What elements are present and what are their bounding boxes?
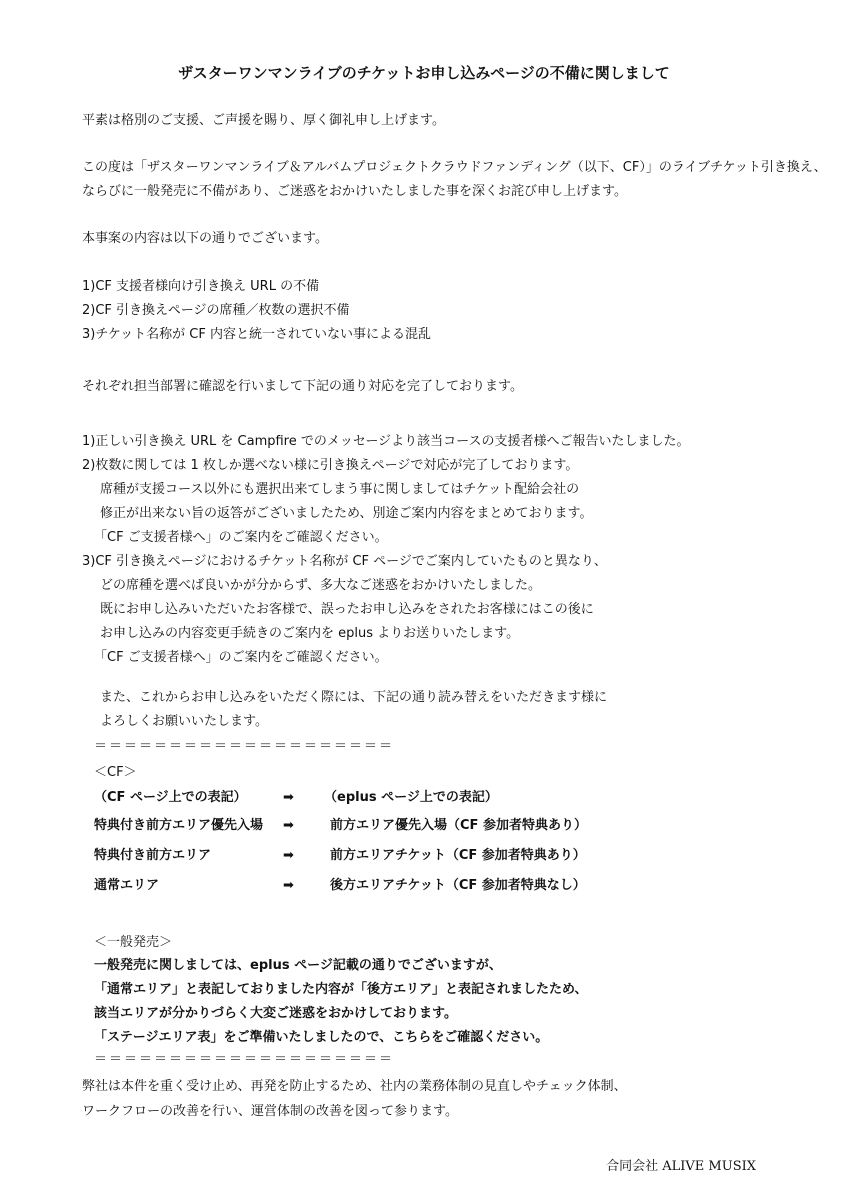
issues-heading: 本事案の内容は以下の通りでございます。 [82, 231, 328, 246]
general-line-3: 該当エリアが分かりづらく大変ご迷惑をおかけしております。 [94, 1006, 457, 1021]
cf-header-right: （eplus ページ上での表記） [324, 790, 498, 805]
responses-heading: それぞれ担当部署に確認を行いまして下記の通り対応を完了しております。 [82, 379, 523, 394]
cf-row-right: 後方エリアチケット（CF 参加者特典なし） [330, 878, 586, 893]
response-3-line-3: 既にお申し込みいただいたお客様で、誤ったお申し込みをされたお客様にはこの後に [100, 602, 594, 617]
separator-bottom: ＝＝＝＝＝＝＝＝＝＝＝＝＝＝＝＝＝＝＝＝ [94, 1052, 395, 1067]
apology-line-2: ならびに一般発売に不備があり、ご迷惑をおかけいたしました事を深くお詫び申し上げます。 [82, 184, 627, 199]
cf-row-right: 前方エリアチケット（CF 参加者特典あり） [330, 848, 586, 863]
cf-row-left: 特典付き前方エリア [94, 848, 212, 863]
apology-line-1: この度は「ザスターワンマンライブ＆アルバムプロジェクトクラウドファンディング（以下、CF）」のライブチケット引き換え、 [82, 160, 827, 175]
cf-row-left: 通常エリア [94, 878, 160, 893]
response-3-line-4: お申し込みの内容変更手続きのご案内を eplus よりお送りいたします。 [100, 626, 520, 641]
response-3-line-5: 「CF ご支援者様へ」のご案内をご確認ください。 [94, 650, 388, 665]
general-heading: ＜一般発売＞ [94, 935, 173, 950]
response-2-line-3: 修正が出来ない旨の返答がございましたため、別途ご案内内容をまとめております。 [100, 506, 593, 521]
arrow-icon: ➡ [283, 878, 294, 893]
company-signature: 合同会社 ALIVE MUSIX [606, 1159, 756, 1174]
response-2-line-4: 「CF ご支援者様へ」のご案内をご確認ください。 [94, 530, 388, 545]
cf-header-left: （CF ページ上での表記） [94, 790, 247, 805]
separator-top: ＝＝＝＝＝＝＝＝＝＝＝＝＝＝＝＝＝＝＝＝ [94, 739, 395, 754]
arrow-icon: ➡ [283, 848, 294, 863]
issue-item-2: 2)CF 引き換えページの席種／枚数の選択不備 [82, 303, 350, 318]
cf-row-left: 特典付き前方エリア優先入場 [94, 818, 264, 833]
conclusion-line-1: 弊社は本件を重く受け止め、再発を防止するため、社内の業務体制の見直しやチェック体制、 [82, 1079, 627, 1094]
issue-item-1: 1)CF 支援者様向け引き換え URL の不備 [82, 279, 320, 294]
response-2-line-1: 2)枚数に関しては 1 枚しか選べない様に引き換えページで対応が完了しております。 [82, 458, 579, 473]
cf-row-right: 前方エリア優先入場（CF 参加者特典あり） [330, 818, 587, 833]
arrow-icon: ➡ [283, 790, 294, 805]
cf-heading: ＜CF＞ [94, 765, 137, 780]
page-title: ザスターワンマンライブのチケットお申し込みページの不備に関しまして [178, 64, 670, 82]
general-line-1: 一般発売に関しましては、eplus ページ記載の通りでございますが、 [94, 958, 502, 973]
general-line-4: 「ステージエリア表」をご準備いたしましたので、こちらをご確認ください。 [94, 1030, 549, 1045]
response-3-line-1: 3)CF 引き換えページにおけるチケット名称が CF ページでご案内していたものと異なり、 [82, 554, 607, 569]
closing-line-1: また、これからお申し込みをいただく際には、下記の通り読み替えをいただきます様に [100, 690, 608, 705]
response-2-line-2: 席種が支援コース以外にも選択出来てしまう事に関しましてはチケット配給会社の [100, 482, 580, 497]
general-line-2: 「通常エリア」と表記しておりました内容が「後方エリア」と表記されましたため、 [94, 982, 588, 997]
conclusion-line-2: ワークフローの改善を行い、運営体制の改善を図って参ります。 [82, 1104, 458, 1119]
issue-item-3: 3)チケット名称が CF 内容と統一されていない事による混乱 [82, 327, 431, 342]
arrow-icon: ➡ [283, 818, 294, 833]
closing-line-2: よろしくお願いいたします。 [100, 714, 268, 729]
greeting-text: 平素は格別のご支援、ご声援を賜り、厚く御礼申し上げます。 [82, 113, 445, 128]
response-3-line-2: どの席種を選べば良いかが分からず、多大なご迷惑をおかけいたしました。 [100, 578, 541, 593]
response-1: 1)正しい引き換え URL を Campfire でのメッセージより該当コースの支援者様へご報告いたしました。 [82, 434, 690, 449]
